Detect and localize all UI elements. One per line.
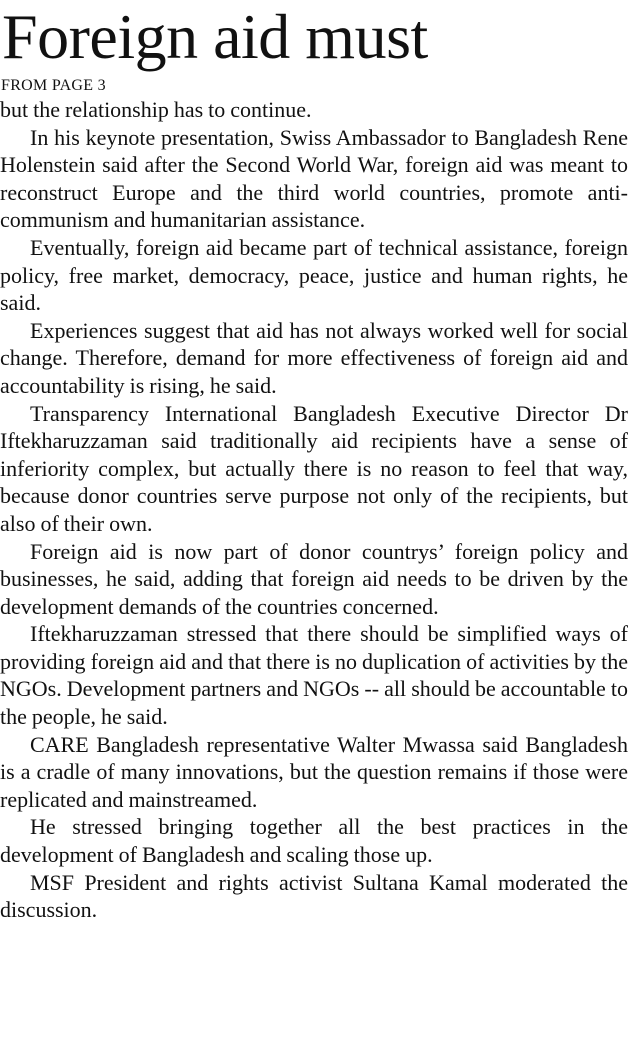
continued-from-label: FROM PAGE 3 [1,77,106,94]
paragraph: CARE Bangladesh representative Walter Mwassa said Bangladesh is a cradle of many innovations, but the question remains if those were replicated and mainstreamed. [0,731,628,812]
paragraph-continuation: but the relationship has to continue. [0,97,312,122]
headline: Foreign aid must [2,1,428,72]
paragraph: Experiences suggest that aid has not always worked well for social change. Therefore, demand for more effectiveness of foreign aid and accountability is rising, he said. [0,317,628,398]
paragraph: In his keynote presentation, Swiss Ambassador to Bangladesh Rene Holenstein said after the Second World War, foreign aid was meant to reconstruct Europe and the third world countries, promote anti-communism and humanitarian assistance. [0,124,628,233]
paragraph: Transparency International Bangladesh Executive Director Dr Iftekharuzzaman said traditionally aid recipients have a sense of inferiority complex, but actually there is no reason to feel that way, because donor countries serve purpose not only of the recipients, but also of their own. [0,400,628,536]
paragraph: Foreign aid is now part of donor countrys’ foreign policy and businesses, he said, adding that foreign aid needs to be driven by the development demands of the countries concerned. [0,538,628,619]
article-body [0,96,628,924]
paragraph: Eventually, foreign aid became part of technical assistance, foreign policy, free market, democracy, peace, justice and human rights, he said. [0,234,628,316]
paragraph: MSF President and rights activist Sultana Kamal moderated the discussion. [0,869,628,923]
paragraph: Iftekharuzzaman stressed that there should be simplified ways of providing foreign aid and that there is no duplication of activities by the NGOs. Development partners and NGOs -- all should be accountable to the people, he said. [0,621,628,730]
paragraph: He stressed bringing together all the best practices in the development of Bangladesh and scaling those up. [0,814,628,868]
